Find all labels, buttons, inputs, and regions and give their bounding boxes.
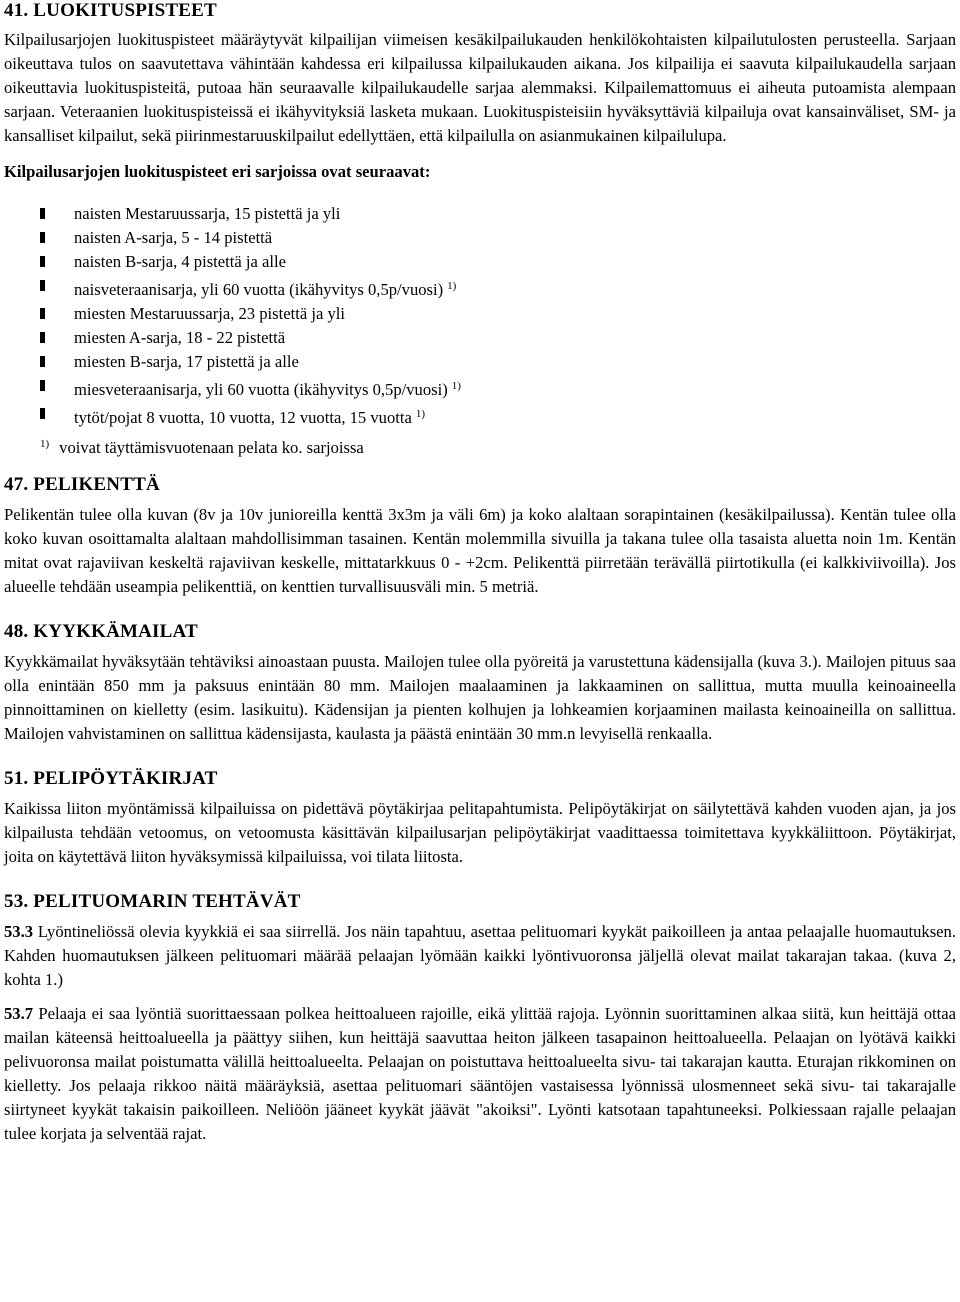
footnote xyxy=(4,432,956,460)
footnote-ref: 1) xyxy=(451,380,461,392)
bullet-square-icon xyxy=(40,332,45,343)
bullet-square-icon xyxy=(40,356,45,367)
bullet-square-icon xyxy=(40,280,45,291)
list-item: naisveteraanisarja, yli 60 vuotta (ikähyvitys 0,5p/vuosi) $^{1)}$ xyxy=(40,274,956,302)
list-item: miesten Mestaruussarja, 23 pistettä ja yli xyxy=(40,302,956,326)
rule-number: 53.3 xyxy=(4,922,34,941)
section-53-3-paragraph: 53.3 Lyöntineliössä olevia kyykkiä ei saa siirrellä. Jos näin tapahtuu, asettaa pelituomari kyykät paikoilleen ja antaa pelaajalle huomautuksen. Kahden huomautuksen jälkeen pelituomari määrää pelaajan lyömään kaikki lyöntivuoronsa jäljellä olevat mailat takarajan takaa. (kuva 2, kohta 1.) xyxy=(4,922,956,989)
bullet-square-icon xyxy=(40,380,45,391)
section-51 xyxy=(4,768,956,869)
bullet-square-icon xyxy=(40,408,45,419)
section-41 xyxy=(4,0,956,460)
section-41-paragraph: Kilpailusarjojen luokituspisteet määräytyvät kilpailijan viimeisen kesäkilpailukauden henkilökohtaisten kilpailutulosten perusteella. Sarjaan oikeuttava tulos on saavutettava vähintään kahdessa eri kilpailussa kilpailukauden aikana. Jos kilpailija ei saavuta kilpailukaudella sarjaan oikeuttavia luokituspisteitä, putoaa hän seuraavalle kilpailukaudelle sarjaa alemmaksi. Kilpailemattomuus ei aiheuta putoamista alempaan sarjaan. Veteraanien luokituspisteissä ei ikähyvityksiä lasketa mukaan. Luokituspisteisiin hyväksyttäviä kilpailuja ovat kansainväliset, SM- ja kansalliset kilpailut, sekä piirinmestaruuskilpailut edellyttäen, että kilpailulla on asianmukainen kilpailulupa. xyxy=(4,30,956,145)
section-48 xyxy=(4,621,956,746)
section-51-paragraph: Kaikissa liiton myöntämissä kilpailuissa on pidettävä pöytäkirjaa pelitapahtumista. Pelipöytäkirjat on säilytettävä kahden vuoden ajan, ja jos kilpailusta tehdään vetoomus, on vetoomusta käsittävän kilpailusarjan pelipöytäkirjat vaadittaessa toimitettava kyykkäliittoon. Pöytäkirjat, joita on käytettävä liiton hyväksymissä kilpailuissa, voi tilata liitosta. xyxy=(4,799,956,866)
footnote-mark: 1) xyxy=(40,438,50,450)
list-item: miesten B-sarja, 17 pistettä ja alle xyxy=(40,350,956,374)
list-item: tytöt/pojat 8 vuotta, 10 vuotta, 12 vuotta, 15 vuotta $^{1)}$ xyxy=(40,402,956,430)
section-41-title: 41. LUOKITUSPISTEET xyxy=(4,0,217,21)
list-item: naisten A-sarja, 5 - 14 pistettä xyxy=(40,226,956,250)
section-53-title: 53. PELITUOMARIN TEHTÄVÄT xyxy=(4,891,301,912)
class-points-list xyxy=(4,202,956,430)
section-48-paragraph: Kyykkämailat hyväksytään tehtäviksi ainoastaan puusta. Mailojen tulee olla pyöreitä ja varustettuna kädensijalla (kuva 3.). Mailojen pituus saa olla enintään 850 mm ja paksuus enintään 80 mm. Mailojen maalaaminen ja lakkaaminen on sallittua, mutta muulla keinoaineella pinnoittaminen on kielletty (esim. lasikuitu). Kädensijan ja pienten kolhujen ja lohkeamien korjaaminen mailasta keinoaineilla on sallittua. Mailojen vahvistaminen on sallittua kädensijasta, kaulasta ja päästä enintään 30 mm.n levyisellä renkaalla. xyxy=(4,652,956,743)
section-51-title: 51. PELIPÖYTÄKIRJAT xyxy=(4,768,218,789)
section-41-subheading: Kilpailusarjojen luokituspisteet eri sarjoissa ovat seuraavat: xyxy=(4,162,431,181)
section-47 xyxy=(4,474,956,599)
bullet-square-icon xyxy=(40,208,45,219)
list-item: naisten Mestaruussarja, 15 pistettä ja yli xyxy=(40,202,956,226)
bullet-square-icon xyxy=(40,308,45,319)
list-item: miesveteraanisarja, yli 60 vuotta (ikähyvitys 0,5p/vuosi) $^{1)}$ xyxy=(40,374,956,402)
bullet-square-icon xyxy=(40,256,45,267)
section-48-title: 48. KYYKKÄMAILAT xyxy=(4,621,198,642)
section-53-7-paragraph: 53.7 Pelaaja ei saa lyöntiä suorittaessaan polkea heittoalueen rajoille, eikä ylittää rajoja. Lyönnin suorittaminen alkaa siitä, kun heittäjä ottaa mailan käteensä heittoalueella ja päättyy siihen, kun heittäjä saavuttaa heiton jälkeen tasapainon heittoalueella. Pelaajan on lyötävä kaikki pelivuoronsa mailat poistumatta välillä heittoalueelta. Pelaajan on poistuttava heittoalueelta sivu- tai takarajan kautta. Eturajan rikkominen on kielletty. Jos pelaaja rikkoo näitä määräyksiä, asettaa pelituomari sääntöjen vastaisessa lyönnissä ulosmenneet sekä sivu- tai takarajalle siirtyneet kyykät takaisin paikoilleen. Neliöön jääneet kyykät jäävät "akoiksi". Lyönti katsotaan tapahtuneeksi. Polkiessaan rajalle pelaajan tulee korjata ja selventää rajat. xyxy=(4,1004,956,1143)
rule-number: 53.7 xyxy=(4,1004,34,1023)
section-47-title: 47. PELIKENTTÄ xyxy=(4,474,160,495)
list-item: naisten B-sarja, 4 pistettä ja alle xyxy=(40,250,956,274)
footnote-ref: 1) xyxy=(447,280,457,292)
footnote-text: voivat täyttämisvuotenaan pelata ko. sarjoissa xyxy=(59,438,364,457)
section-47-paragraph: Pelikentän tulee olla kuvan (8v ja 10v junioreilla kenttä 3x3m ja väli 6m) ja koko alaltaan sorapintainen (kesäkilpailussa). Kentän tulee olla koko kuvan osoittamalta alaltaan mahdollisimman tasainen. Kentän molemmilla sivuilla ja takana tulee olla tasaista aluetta noin 1m. Kentän mitat ovat rajaviivan keskeltä rajaviivan keskelle, mittatarkkuus 0 - +2cm. Pelikenttä piirretään terävällä piirtotikulla (ei kalkkiviivoilla). Jos alueelle tehdään useampia pelikenttiä, on kenttien turvallisuusväli min. 5 metriä. xyxy=(4,505,956,596)
list-item: miesten A-sarja, 18 - 22 pistettä xyxy=(40,326,956,350)
footnote-ref: 1) xyxy=(415,408,426,420)
section-53 xyxy=(4,891,956,1146)
bullet-square-icon xyxy=(40,232,45,243)
